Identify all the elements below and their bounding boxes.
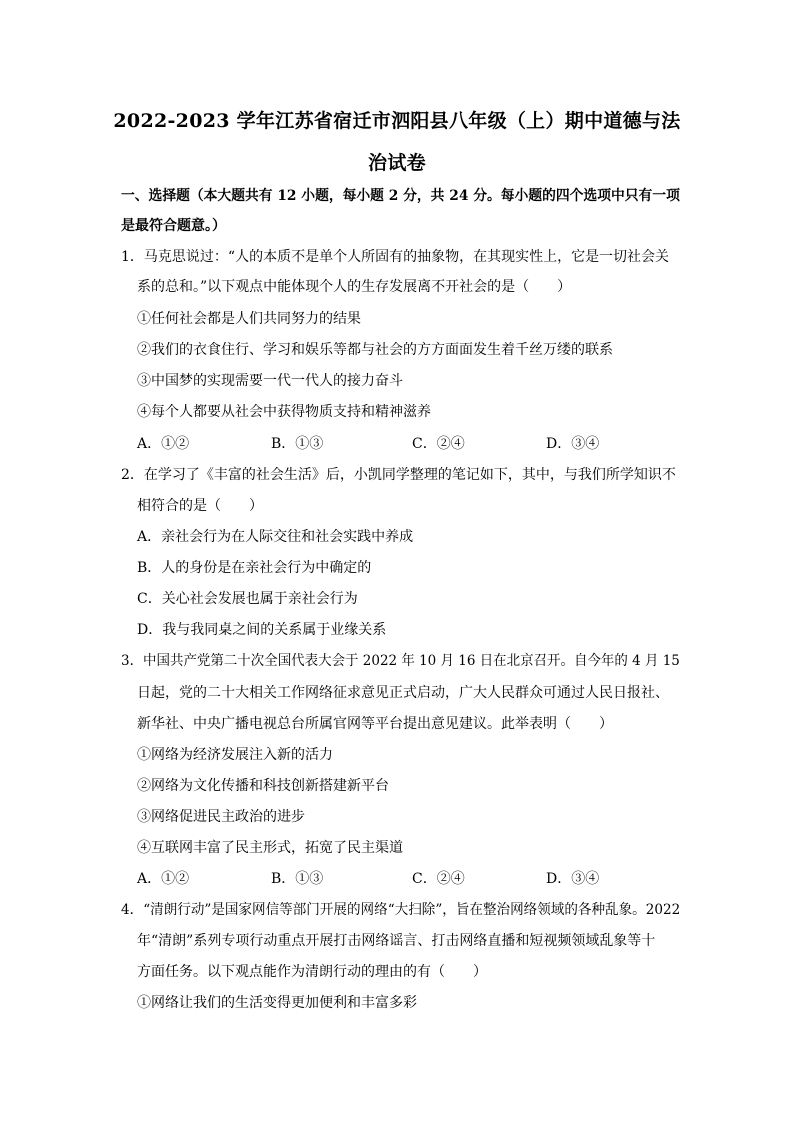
q1-item-3: ③中国梦的实现需要一代一代人的接力奋斗: [137, 373, 403, 389]
q3-item-4: ④互联网丰富了民主形式，拓宽了民主渠道: [137, 840, 403, 856]
q1-choice-a[interactable]: A．①②: [137, 436, 190, 452]
q2-stem-line-1: 2．在学习了《丰富的社会生活》后，小凯同学整理的笔记如下，其中，与我们所学知识不: [121, 467, 676, 483]
q1-item-1: ①任何社会都是人们共同努力的结果: [137, 311, 361, 327]
q1-item-4: ④每个人都要从社会中获得物质支持和精神滋养: [137, 404, 431, 420]
q4-stem-line-2: 年“清朗”系列专项行动重点开展打击网络谣言、打击网络直播和短视频领域乱象等十: [137, 933, 656, 949]
q3-choice-b[interactable]: B．①③: [271, 871, 324, 887]
q3-stem-line-1: 3．中国共产党第二十次全国代表大会于 2022 年 10 月 16 日在北京召开。自今年的 4 月 15: [121, 653, 680, 669]
q2-choice-b[interactable]: B．人的身份是在亲社会行为中确定的: [137, 560, 372, 576]
q3-item-1: ①网络为经济发展注入新的活力: [137, 747, 333, 763]
q3-item-2: ②网络为文化传播和科技创新搭建新平台: [137, 778, 389, 794]
q1-choice-b[interactable]: B．①③: [271, 436, 324, 452]
q1-stem-line-2: 系的总和。”以下观点中能体现个人的生存发展离不开社会的是（ ）: [137, 279, 572, 295]
q2-choice-a[interactable]: A．亲社会行为在人际交往和社会实践中养成: [137, 529, 414, 545]
q1-item-2: ②我们的衣食住行、学习和娱乐等都与社会的方方面面发生着千丝万缕的联系: [137, 342, 613, 358]
q2-choice-d[interactable]: D．我与我同桌之间的关系属于业缘关系: [137, 622, 387, 638]
q4-item-1: ①网络让我们的生活变得更加便利和丰富多彩: [137, 995, 417, 1011]
q1-choice-d[interactable]: D．③④: [546, 436, 600, 452]
exam-title-line-1: 2022-2023 学年江苏省宿迁市泗阳县八年级（上）期中道德与法: [113, 110, 681, 132]
q3-choice-c[interactable]: C．②④: [412, 871, 465, 887]
q3-stem-line-3: 新华社、中央广播电视总台所属官网等平台提出意见建议。此举表明（ ）: [137, 716, 613, 732]
q2-choice-c[interactable]: C．关心社会发展也属于亲社会行为: [137, 591, 358, 607]
q1-stem-line-1: 1．马克思说过：“人的本质不是单个人所固有的抽象物，在其现实性上，它是一切社会关: [121, 249, 670, 265]
q4-stem-line-3: 方面任务。以下观点能作为清朗行动的理由的有（ ）: [137, 964, 487, 980]
exam-title-line-2: 治试卷: [368, 152, 426, 174]
q2-stem-line-2: 相符合的是（ ）: [137, 498, 263, 514]
section-heading-line-2: 是最符合题意。）: [121, 218, 226, 234]
q3-item-3: ③网络促进民主政治的进步: [137, 809, 305, 825]
q3-choice-a[interactable]: A．①②: [137, 871, 190, 887]
q4-stem-line-1: 4．“清朗行动”是国家网信等部门开展的网络“大扫除”，旨在整治网络领域的各种乱象。2022: [121, 902, 681, 918]
q1-choice-c[interactable]: C．②④: [412, 436, 465, 452]
q3-choice-d[interactable]: D．③④: [546, 871, 600, 887]
q3-stem-line-2: 日起，党的二十大相关工作网络征求意见正式启动，广大人民群众可通过人民日报社、: [137, 685, 669, 701]
section-heading-line-1: 一、选择题（本大题共有 12 小题，每小题 2 分，共 24 分。每小题的四个选项中只有一项: [121, 188, 680, 204]
